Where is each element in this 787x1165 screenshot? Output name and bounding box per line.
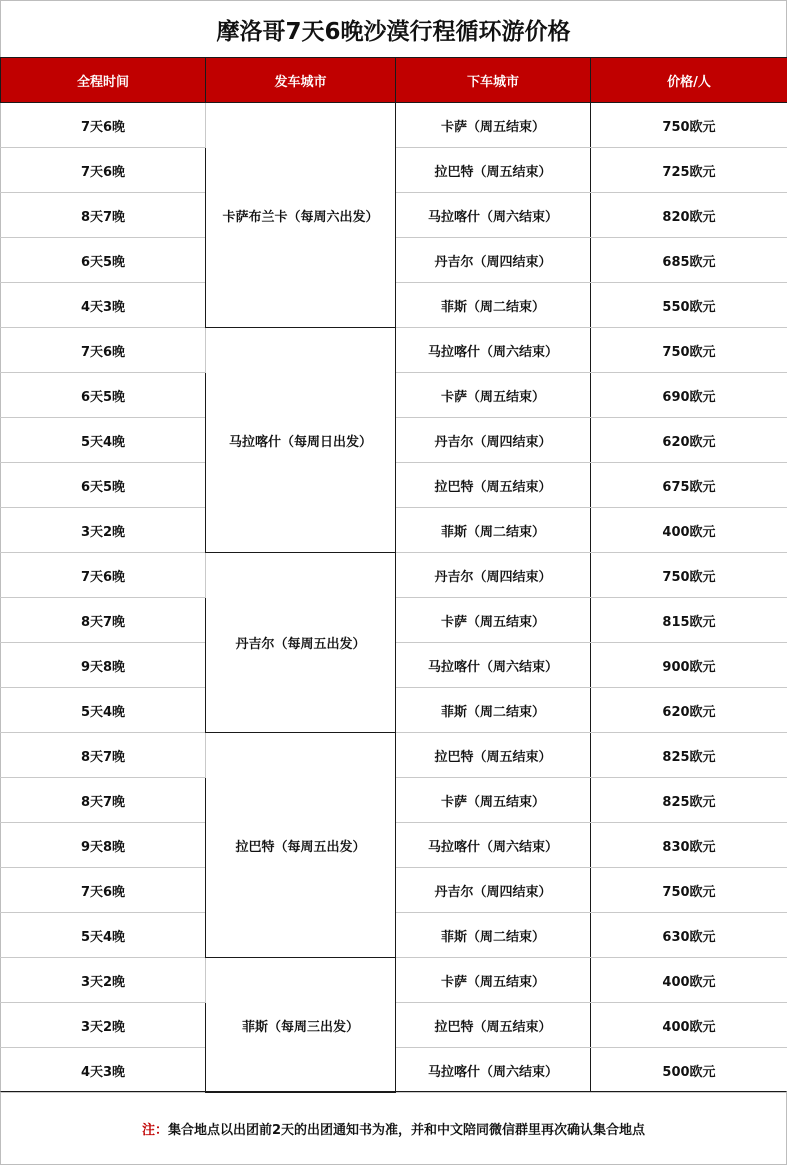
arrival-city-cell: 拉巴特（周五结束） (396, 1003, 591, 1048)
table-row (1, 103, 787, 148)
duration-cell: 7天6晚 (1, 553, 206, 598)
price-cell: 750欧元 (591, 553, 787, 598)
price-cell: 500欧元 (591, 1048, 787, 1093)
arrival-city-cell: 菲斯（周二结束） (396, 688, 591, 733)
arrival-city-cell: 丹吉尔（周四结束） (396, 418, 591, 463)
duration-cell: 8天7晚 (1, 733, 206, 778)
duration-cell: 3天2晚 (1, 958, 206, 1003)
duration-cell: 5天4晚 (1, 913, 206, 958)
price-cell: 550欧元 (591, 283, 787, 328)
duration-cell: 6天5晚 (1, 238, 206, 283)
duration-cell: 6天5晚 (1, 373, 206, 418)
price-cell: 815欧元 (591, 598, 787, 643)
duration-cell: 8天7晚 (1, 193, 206, 238)
arrival-city-cell: 菲斯（周二结束） (396, 283, 591, 328)
duration-cell: 3天2晚 (1, 508, 206, 553)
note (142, 1119, 645, 1138)
price-cell: 825欧元 (591, 778, 787, 823)
page-title: 摩洛哥7天6晚沙漠行程循环游价格 (216, 19, 571, 45)
price-cell: 400欧元 (591, 958, 787, 1003)
price-table (0, 57, 787, 1093)
arrival-city-cell: 马拉喀什（周六结束） (396, 193, 591, 238)
duration-cell: 7天6晚 (1, 103, 206, 148)
arrival-city-cell: 菲斯（周二结束） (396, 508, 591, 553)
duration-cell: 6天5晚 (1, 463, 206, 508)
duration-cell: 8天7晚 (1, 598, 206, 643)
arrival-city-cell: 卡萨（周五结束） (396, 598, 591, 643)
duration-cell: 9天8晚 (1, 643, 206, 688)
price-cell: 675欧元 (591, 463, 787, 508)
price-cell: 630欧元 (591, 913, 787, 958)
price-cell: 750欧元 (591, 328, 787, 373)
arrival-city-cell: 马拉喀什（周六结束） (396, 643, 591, 688)
price-cell: 825欧元 (591, 733, 787, 778)
table-body (1, 103, 787, 1093)
arrival-city-cell: 马拉喀什（周六结束） (396, 823, 591, 868)
price-cell: 750欧元 (591, 868, 787, 913)
title-row (0, 0, 787, 58)
arrival-city-cell: 丹吉尔（周四结束） (396, 553, 591, 598)
price-cell: 620欧元 (591, 418, 787, 463)
arrival-city-cell: 拉巴特（周五结束） (396, 463, 591, 508)
price-cell: 400欧元 (591, 508, 787, 553)
arrival-city-cell: 拉巴特（周五结束） (396, 733, 591, 778)
duration-cell: 7天6晚 (1, 148, 206, 193)
price-cell: 750欧元 (591, 103, 787, 148)
price-cell: 685欧元 (591, 238, 787, 283)
arrival-city-cell: 丹吉尔（周四结束） (396, 238, 591, 283)
duration-cell: 5天4晚 (1, 418, 206, 463)
price-cell: 830欧元 (591, 823, 787, 868)
header-arrival-city: 下车城市 (396, 58, 591, 103)
arrival-city-cell: 卡萨（周五结束） (396, 373, 591, 418)
duration-cell: 7天6晚 (1, 868, 206, 913)
departure-city-cell: 丹吉尔（每周五出发） (206, 553, 396, 733)
departure-city-cell: 马拉喀什（每周日出发） (206, 328, 396, 553)
price-cell: 820欧元 (591, 193, 787, 238)
duration-cell: 4天3晚 (1, 283, 206, 328)
arrival-city-cell: 菲斯（周二结束） (396, 913, 591, 958)
price-cell: 725欧元 (591, 148, 787, 193)
table-row (1, 553, 787, 598)
note-row (0, 1091, 787, 1165)
arrival-city-cell: 马拉喀什（周六结束） (396, 328, 591, 373)
departure-city-cell: 菲斯（每周三出发） (206, 958, 396, 1093)
price-cell: 690欧元 (591, 373, 787, 418)
header-price: 价格/人 (591, 58, 787, 103)
arrival-city-cell: 卡萨（周五结束） (396, 778, 591, 823)
arrival-city-cell: 马拉喀什（周六结束） (396, 1048, 591, 1093)
duration-cell: 4天3晚 (1, 1048, 206, 1093)
price-cell: 900欧元 (591, 643, 787, 688)
duration-cell: 3天2晚 (1, 1003, 206, 1048)
note-label: 注： (141, 1122, 168, 1138)
departure-city-cell: 卡萨布兰卡（每周六出发） (206, 103, 396, 328)
duration-cell: 9天8晚 (1, 823, 206, 868)
price-cell: 620欧元 (591, 688, 787, 733)
departure-city-cell: 拉巴特（每周五出发） (206, 733, 396, 958)
duration-cell: 8天7晚 (1, 778, 206, 823)
arrival-city-cell: 丹吉尔（周四结束） (396, 868, 591, 913)
price-cell: 400欧元 (591, 1003, 787, 1048)
note-text: 集合地点以出团前2天的出团通知书为准，并和中文陪同微信群里再次确认集合地点 (167, 1122, 646, 1138)
table-row (1, 958, 787, 1003)
duration-cell: 5天4晚 (1, 688, 206, 733)
arrival-city-cell: 卡萨（周五结束） (396, 103, 591, 148)
arrival-city-cell: 拉巴特（周五结束） (396, 148, 591, 193)
arrival-city-cell: 卡萨（周五结束） (396, 958, 591, 1003)
header-duration: 全程时间 (1, 58, 206, 103)
table-row (1, 328, 787, 373)
header-departure-city: 发车城市 (206, 58, 396, 103)
duration-cell: 7天6晚 (1, 328, 206, 373)
table-header-row (1, 58, 787, 103)
table-row (1, 733, 787, 778)
